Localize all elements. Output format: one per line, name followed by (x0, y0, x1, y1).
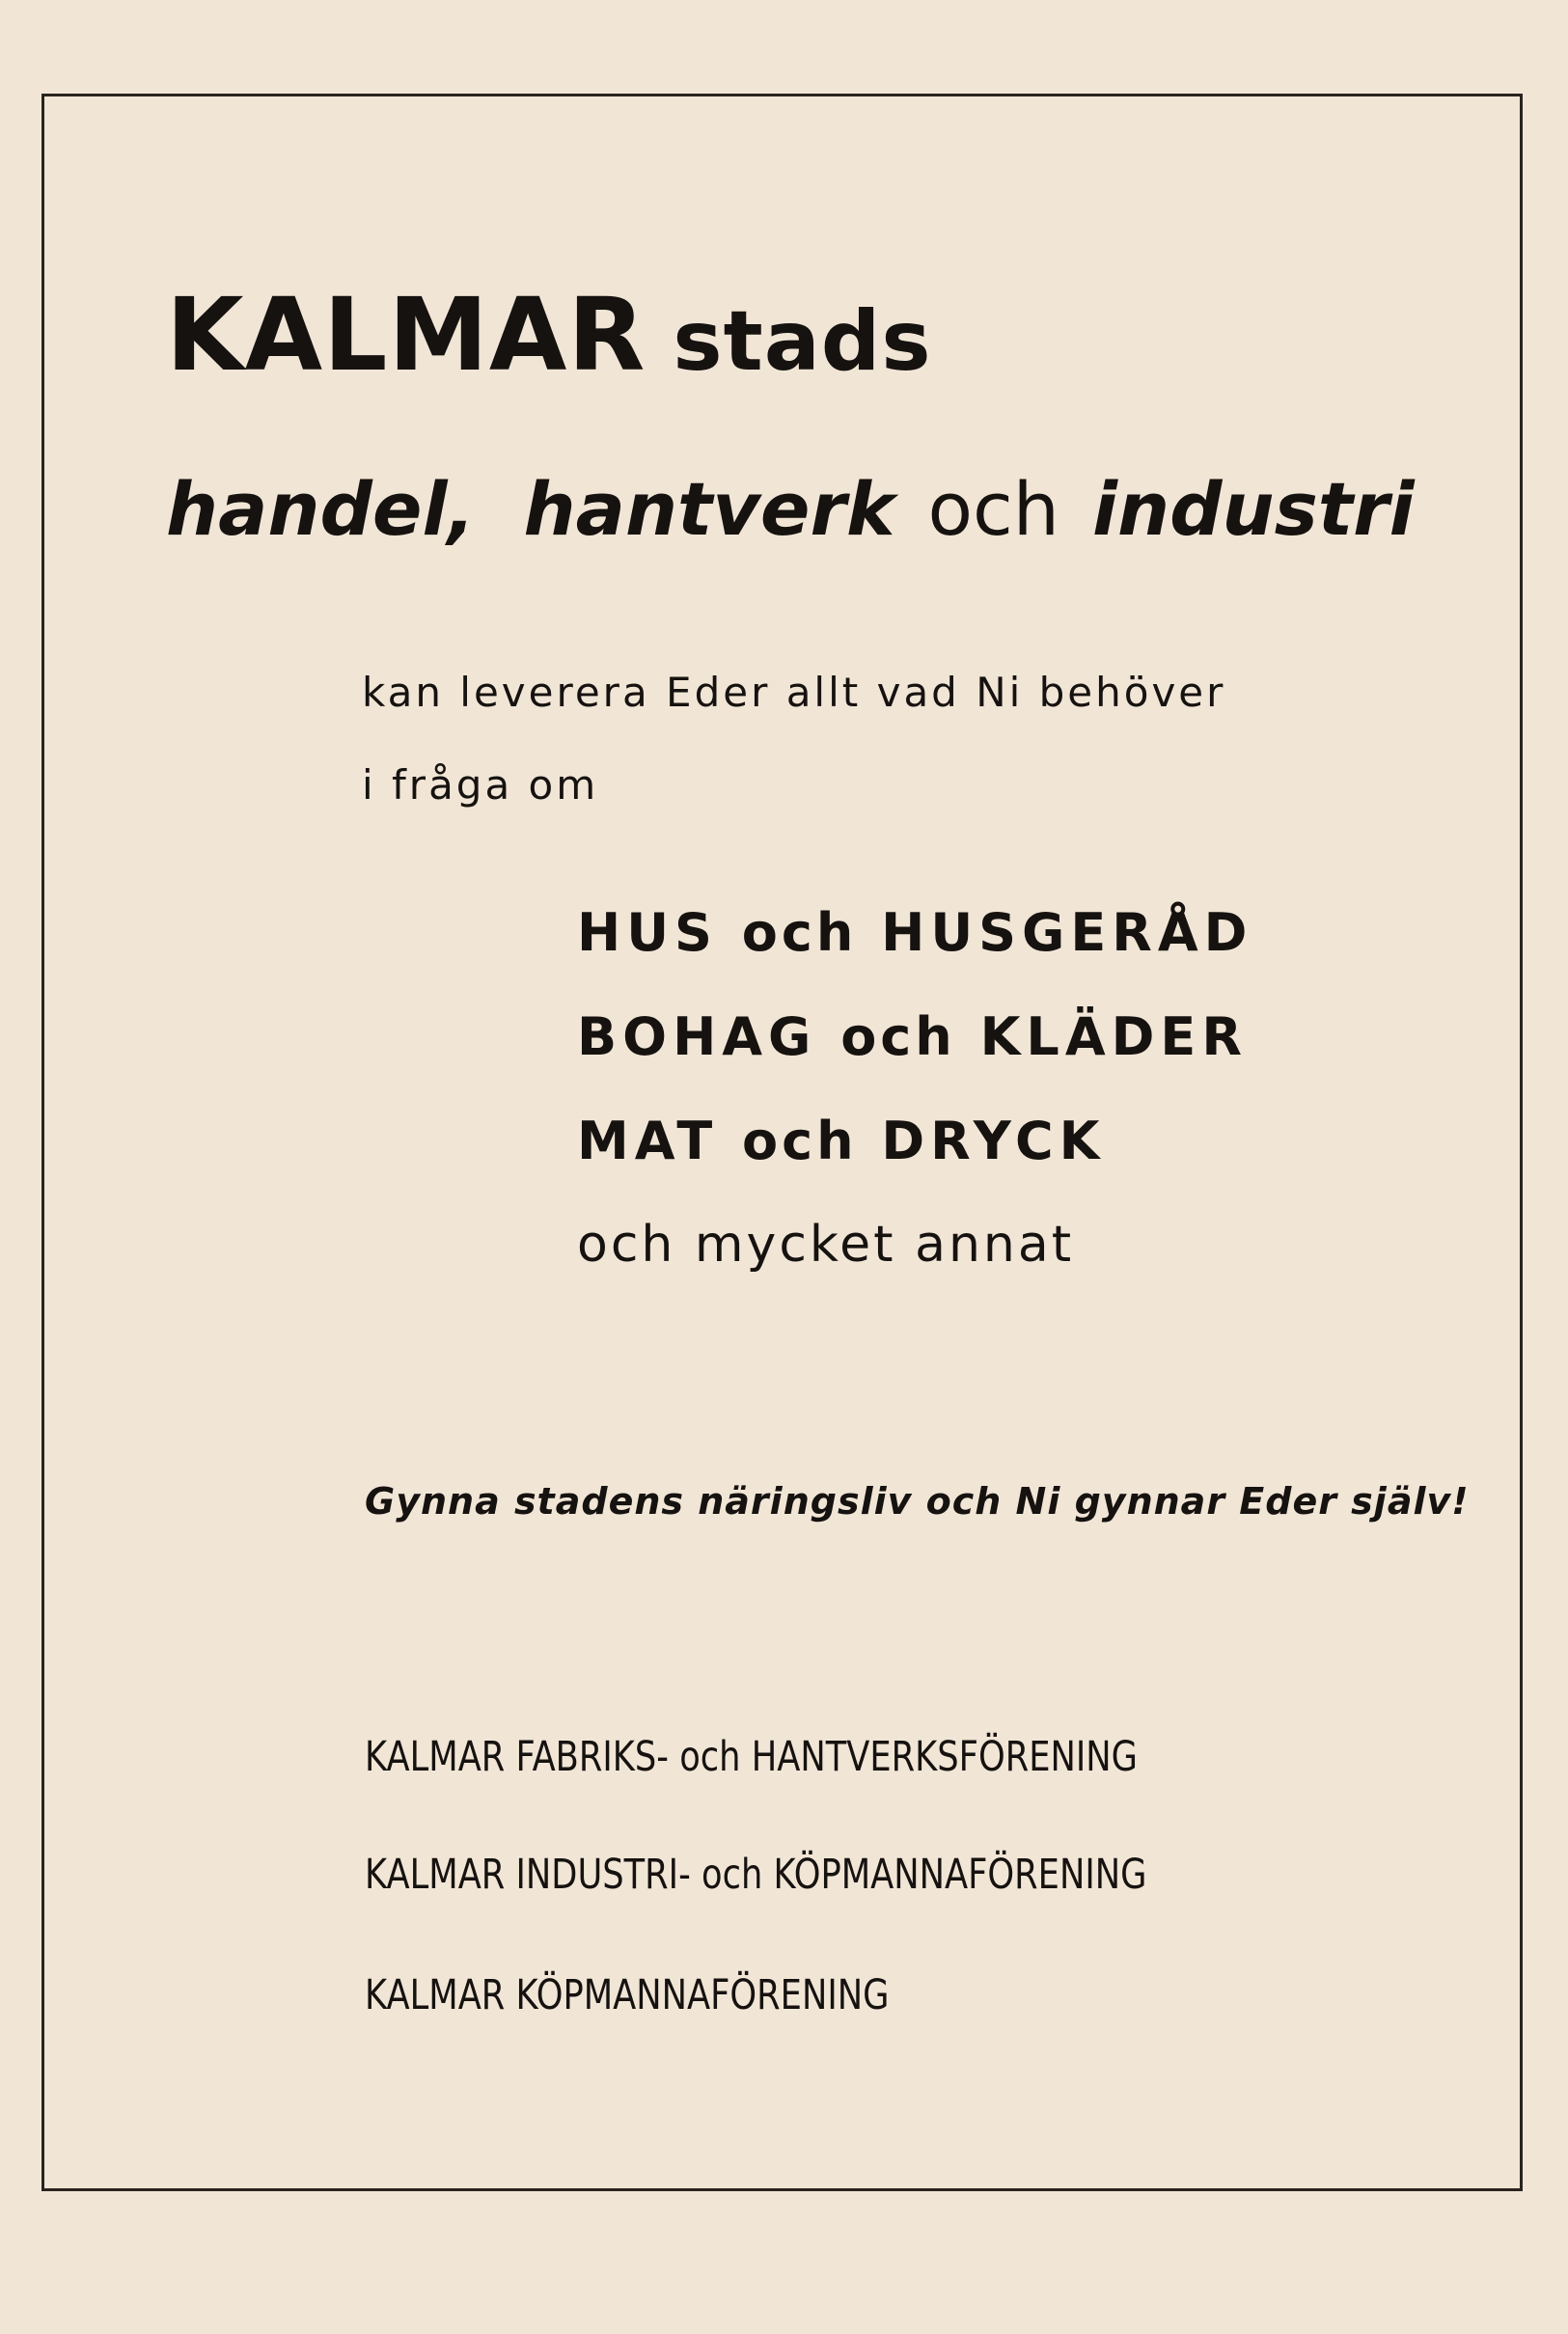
goods-item-a: MAT (577, 1111, 719, 1171)
goods-line-3 (577, 1111, 1106, 1171)
heading-industri: industri (1091, 466, 1415, 552)
heading-och: och (927, 466, 1059, 552)
goods-item-b: DRYCK (881, 1111, 1106, 1171)
goods-och: och (741, 902, 858, 963)
heading-kalmar: KALMAR (166, 276, 646, 394)
goods-item-b: HUSGERÅD (881, 902, 1253, 963)
goods-item-b: KLÄDER (979, 1006, 1248, 1067)
goods-item-a: HUS (577, 902, 718, 963)
heading-line-2 (166, 466, 1415, 552)
association-2: KALMAR INDUSTRI- och KÖPMANNAFÖRENING (365, 1851, 1147, 1899)
intro-line-1: kan leverera Eder allt vad Ni behöver (362, 669, 1226, 716)
goods-item-a: BOHAG (577, 1006, 817, 1067)
heading-handel: handel, (166, 466, 476, 552)
goods-och: och (840, 1006, 956, 1067)
heading-line-1 (166, 276, 932, 394)
heading-hantverk: hantverk (523, 466, 895, 552)
slogan: Gynna stadens näringsliv och Ni gynnar Eder själv! (365, 1480, 1470, 1523)
association-1: KALMAR FABRIKS- och HANTVERKSFÖRENING (365, 1733, 1138, 1781)
goods-line-1 (577, 902, 1253, 963)
goods-more: och mycket annat (577, 1216, 1075, 1274)
heading-stads: stads (673, 293, 932, 390)
goods-och: och (741, 1111, 858, 1171)
goods-line-2 (577, 1006, 1248, 1067)
association-3: KALMAR KÖPMANNAFÖRENING (365, 1971, 890, 2019)
intro-line-2: i fråga om (362, 761, 599, 809)
